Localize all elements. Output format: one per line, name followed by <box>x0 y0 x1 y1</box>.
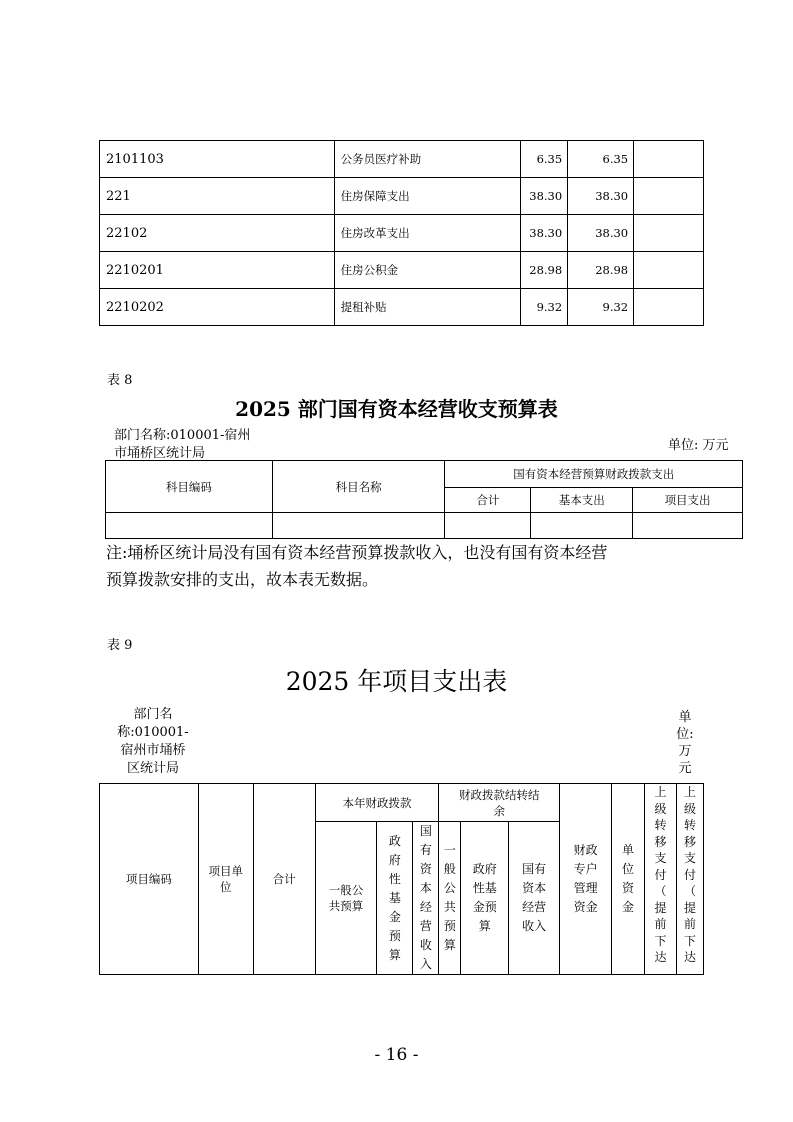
t9-header-unit <box>198 784 253 975</box>
t9-vchar: 金预 <box>472 900 497 914</box>
t9-vchar: 政府 <box>472 862 497 876</box>
t9-vchar: 下 <box>683 933 696 948</box>
table-row <box>100 252 704 289</box>
t7-cell-name: 住房改革支出 <box>334 215 521 252</box>
t9-header-general-a: 一般公 <box>328 883 364 897</box>
table-row <box>100 289 704 326</box>
t9-vchar: 支 <box>654 851 667 865</box>
t9-vchar: 算 <box>443 938 456 952</box>
t9-header-unit-funds <box>612 784 645 975</box>
t7-cell-name: 公务员医疗补助 <box>334 141 521 178</box>
t9-vchar: 共 <box>443 900 456 914</box>
t9-vchar: 一 <box>443 843 456 857</box>
t9-vchar: （ <box>683 884 696 898</box>
t8-header-project: 项目支出 <box>633 488 743 513</box>
t7-cell-code: 221 <box>100 178 335 215</box>
table9-label: 表 9 <box>107 638 133 653</box>
t9-vchar: 移 <box>654 834 667 849</box>
t9-vchar: 预 <box>443 919 456 933</box>
t9-header-group-current: 本年财政拨款 <box>315 784 439 822</box>
t9-vchar: 付 <box>683 867 696 882</box>
t9-vchar: 达 <box>683 950 696 964</box>
table8-dept-line2: 市埇桥区统计局 <box>114 446 206 461</box>
page-number: - 16 - <box>374 1045 419 1065</box>
t9-vchar: 财政 <box>573 843 598 857</box>
t9-vchar: 提 <box>654 900 667 915</box>
t7-cell-code: 2101103 <box>100 141 335 178</box>
t9-header-general-carry <box>439 822 461 975</box>
t9-header-unit-a: 项目单 <box>208 864 243 878</box>
t9-vchar: 达 <box>654 950 667 964</box>
t9-vchar: 资 <box>622 881 635 895</box>
t7-cell-name: 提租补贴 <box>334 289 521 326</box>
t9-header-total: 合计 <box>253 784 315 975</box>
table-row <box>100 141 704 178</box>
t9-vchar: 预 <box>388 928 401 943</box>
t9-header-state-capital <box>413 822 439 975</box>
t9-vchar: 性基 <box>472 881 497 895</box>
t9-vchar: 管理 <box>573 881 598 895</box>
t9-header-gov-fund-carry <box>461 822 509 975</box>
table9-unit-line: 元 <box>678 761 692 776</box>
t7-cell-v1: 38.30 <box>521 215 568 252</box>
t7-cell-code: 2210202 <box>100 289 335 326</box>
t7-cell-v3 <box>634 289 704 326</box>
t7-cell-v2: 6.35 <box>568 141 634 178</box>
t8-header-code: 科目编码 <box>106 461 273 513</box>
t7-cell-name: 住房保障支出 <box>334 178 521 215</box>
table7-continuation <box>99 140 704 326</box>
t9-header-gov-fund <box>377 822 413 975</box>
t9-vchar: 专户 <box>573 862 598 876</box>
t9-header-unit-b: 位 <box>219 880 232 894</box>
t7-cell-name: 住房公积金 <box>334 252 521 289</box>
t9-vchar: 公 <box>443 881 456 895</box>
t9-vchar: 本 <box>419 881 432 895</box>
t9-vchar: 上 <box>654 785 667 799</box>
table8-unit: 单位: 万元 <box>668 438 729 453</box>
t9-header-general <box>315 822 377 975</box>
t7-cell-v3 <box>634 141 704 178</box>
table9-unit-line: 单 <box>678 710 692 725</box>
t9-vchar: 提 <box>683 900 696 915</box>
table8 <box>105 460 743 539</box>
t9-vchar: 前 <box>683 917 696 931</box>
t8-header-name: 科目名称 <box>272 461 445 513</box>
t9-vchar: 经 <box>419 900 432 914</box>
t9-vchar: 金 <box>388 909 401 924</box>
t7-cell-v3 <box>634 252 704 289</box>
t9-vchar: 基 <box>388 890 401 905</box>
t7-cell-v1: 6.35 <box>521 141 568 178</box>
t9-vchar: 收 <box>419 938 432 952</box>
table9-dept <box>108 706 198 778</box>
table8-note-line1: 注:埇桥区统计局没有国有资本经营预算拨款收入，也没有国有资本经营 <box>106 543 608 562</box>
t9-vchar: 下 <box>654 933 667 948</box>
t9-header-group-carry-a: 财政拨款结转结 <box>458 787 540 802</box>
table9-dept-line: 区统计局 <box>126 761 179 776</box>
t9-header-transfer1 <box>644 784 676 975</box>
t9-vchar: 营 <box>419 919 432 933</box>
t9-vchar: 支 <box>683 851 696 865</box>
t9-header-special-account <box>560 784 612 975</box>
t9-header-general-b: 共预算 <box>328 899 364 913</box>
t9-vchar: 级 <box>683 801 696 816</box>
table-row <box>100 215 704 252</box>
t9-vchar: 级 <box>654 801 667 816</box>
t9-header-transfer2 <box>676 784 703 975</box>
t9-vchar: 府 <box>388 852 401 867</box>
t9-vchar: 般 <box>443 862 456 876</box>
t7-cell-code: 22102 <box>100 215 335 252</box>
table9-unit <box>672 709 698 777</box>
table9-title: 2025 年项目支出表 <box>285 667 508 696</box>
t7-cell-v1: 9.32 <box>521 289 568 326</box>
t9-vchar: 算 <box>478 919 491 933</box>
t8-header-total: 合计 <box>445 488 531 513</box>
t9-vchar: 政 <box>388 833 401 848</box>
t7-cell-v1: 38.30 <box>521 178 568 215</box>
table9-unit-line: 位: <box>676 727 694 742</box>
t9-vchar: 收入 <box>522 919 547 933</box>
table8-label: 表 8 <box>107 373 133 388</box>
t9-vchar: 金 <box>622 900 635 914</box>
t8-header-basic: 基本支出 <box>531 488 633 513</box>
table8-dept-line1: 部门名称:010001-宿州 <box>114 428 251 443</box>
t9-header-state-capital-carry <box>509 822 560 975</box>
table-row <box>100 178 704 215</box>
t9-vchar: 上 <box>683 785 696 799</box>
table9-dept-line: 称:010001- <box>117 725 189 740</box>
t7-cell-v2: 38.30 <box>568 178 634 215</box>
t7-cell-v3 <box>634 178 704 215</box>
t7-cell-v2: 28.98 <box>568 252 634 289</box>
t9-vchar: 国 <box>419 824 432 838</box>
t9-vchar: 付 <box>654 867 667 882</box>
t7-cell-v2: 9.32 <box>568 289 634 326</box>
t9-vchar: 资本 <box>522 881 547 895</box>
t7-cell-v3 <box>634 215 704 252</box>
t9-vchar: 资金 <box>573 900 598 914</box>
t9-header-group-carry <box>439 784 560 822</box>
t9-vchar: 资 <box>419 862 432 876</box>
t9-vchar: 入 <box>419 957 432 971</box>
t7-cell-v2: 38.30 <box>568 215 634 252</box>
table8-title: 2025 部门国有资本经营收支预算表 <box>235 397 558 421</box>
t9-vchar: 前 <box>654 917 667 931</box>
t9-header-group-carry-b: 余 <box>493 803 505 818</box>
table8-note-line2: 预算拨款安排的支出，故本表无数据。 <box>106 570 379 589</box>
t7-cell-code: 2210201 <box>100 252 335 289</box>
t8-empty-cell <box>633 513 743 539</box>
t8-empty-cell <box>106 513 273 539</box>
t9-header-project-code: 项目编码 <box>100 784 199 975</box>
t9-vchar: 位 <box>622 862 635 876</box>
t8-empty-cell <box>531 513 633 539</box>
t8-empty-cell <box>272 513 445 539</box>
t9-vchar: 转 <box>654 818 667 832</box>
t9-vchar: 国有 <box>522 862 547 876</box>
t9-vchar: 单 <box>622 843 635 857</box>
table9-dept-line: 宿州市埇桥 <box>120 743 186 758</box>
t9-vchar: 算 <box>388 947 401 962</box>
t9-vchar: （ <box>654 884 667 898</box>
t9-vchar: 转 <box>683 818 696 832</box>
t9-vchar: 性 <box>388 871 401 886</box>
t9-vchar: 经营 <box>522 900 547 914</box>
table9 <box>99 783 704 975</box>
t9-vchar: 有 <box>419 843 432 857</box>
table9-unit-line: 万 <box>678 744 692 759</box>
t9-vchar: 移 <box>683 834 696 849</box>
t7-cell-v1: 28.98 <box>521 252 568 289</box>
t8-header-group: 国有资本经营预算财政拨款支出 <box>445 461 743 488</box>
table9-dept-line: 部门名 <box>133 707 173 722</box>
t8-empty-cell <box>445 513 531 539</box>
